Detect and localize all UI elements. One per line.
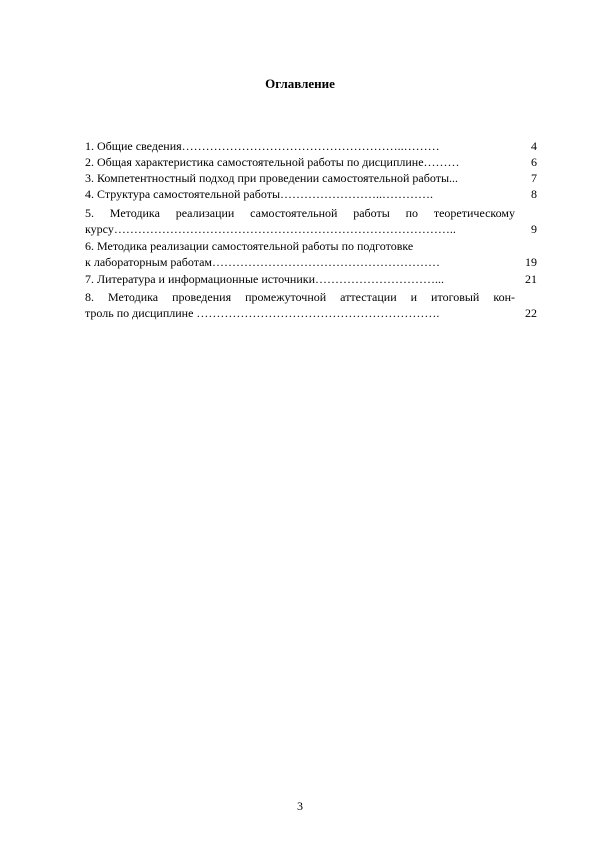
toc-entry-text: 7. Литература и информационные источники…………………………... <box>85 272 444 286</box>
toc-entry-text: 1. Общие сведения………………………………………………..……… <box>85 139 440 153</box>
toc-entry-page: 4 <box>531 139 537 153</box>
toc-entry-page: 6 <box>531 155 537 169</box>
toc-entry-page: 7 <box>531 171 537 185</box>
toc-entry-text: 8. Методика проведения промежуточной аттестации и итоговый кон- <box>85 290 515 304</box>
toc-entry-text-continued: троль по дисциплине ……………………………………………………. <box>85 306 440 320</box>
toc-entry-text: 4. Структура самостоятельной работы……………………..…………. <box>85 187 434 201</box>
toc-entry-text: 2. Общая характеристика самостоятельной работы по дисциплине……… <box>85 155 460 169</box>
toc-entry-page: 8 <box>531 187 537 201</box>
toc-title: Оглавление <box>265 76 335 91</box>
toc-entry-page: 22 <box>525 306 537 320</box>
toc-entry-text: 3. Компетентностный подход при проведении самостоятельной работы... <box>85 171 459 185</box>
toc-entry-text: 6. Методика реализации самостоятельной работы по подготовке <box>85 239 414 253</box>
page-number: 3 <box>297 799 303 813</box>
toc-entry-text-continued: курсу………………………………………………………………………….. <box>85 222 456 236</box>
toc-entry-text-continued: к лабораторным работам………………………………………………… <box>85 255 441 269</box>
toc-entry-page: 21 <box>525 272 537 286</box>
toc-entry-page: 19 <box>525 255 537 269</box>
toc-entry-page: 9 <box>531 222 537 236</box>
toc-entry-text: 5. Методика реализации самостоятельной работы по теоретическому <box>85 206 515 220</box>
